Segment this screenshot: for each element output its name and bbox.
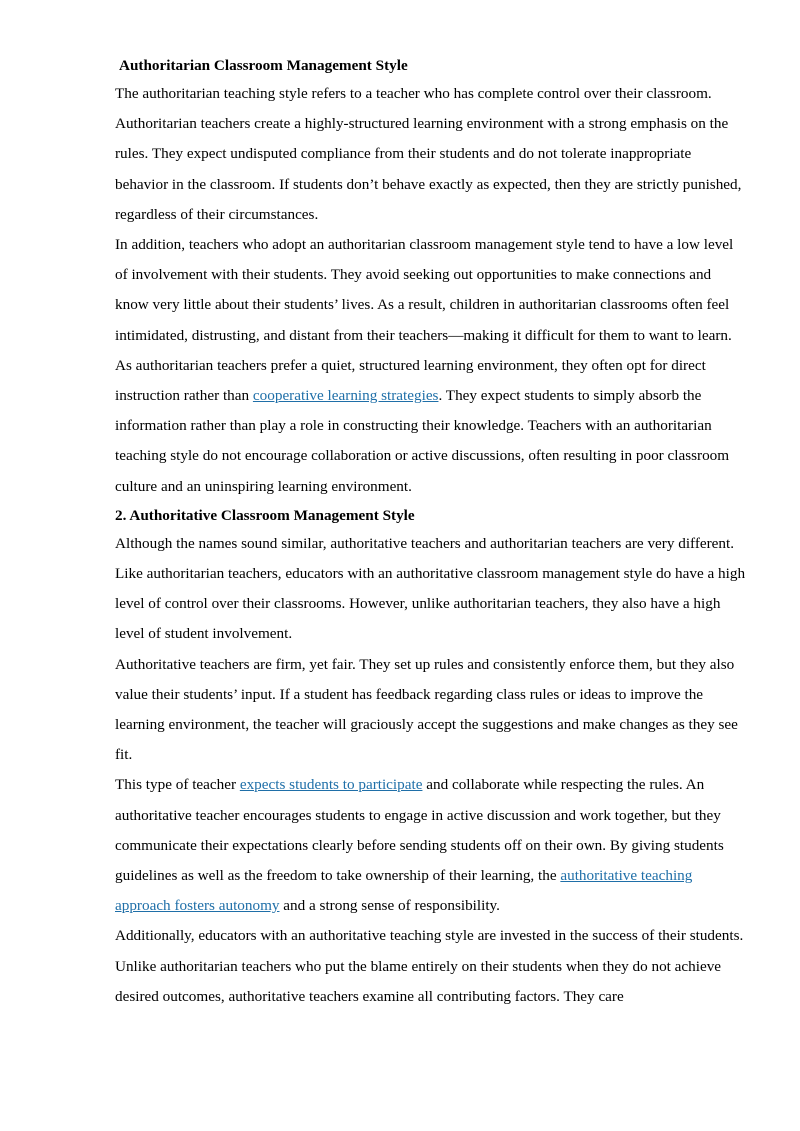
- section-heading-authoritarian: Authoritarian Classroom Management Style: [119, 57, 408, 74]
- paragraph-with-link: [115, 351, 747, 502]
- paragraph-text: As authoritarian teachers prefer a quiet, structured learning environment, they often opt for direct instruction rather than: [115, 356, 706, 405]
- expects-students-link[interactable]: expects students to participate: [239, 776, 423, 794]
- paragraph-text: . They expect students to simply absorb the information rather than play a role in constructing their knowledge. Teachers with an authoritarian teaching style do not encourage collaboration or active discussions, often resulting in poor classroom culture and an uninspiring learning environment.: [115, 387, 730, 495]
- authoritative-approach-link[interactable]: authoritative teaching approach fosters autonomy: [115, 867, 693, 915]
- paragraph: In addition, teachers who adopt an authoritarian classroom management style tend to have a low level of involvement with their students. They avoid seeking out opportunities to make connections and know very little about their students’ lives. As a result, children in authoritarian classrooms often feel intimidated, distrusting, and distant from their teachers—making it difficult for them to want to learn.: [115, 236, 734, 344]
- paragraph: Although the names sound similar, authoritative teachers and authoritarian teachers are very different. Like authoritarian teachers, educators with an authoritative classroom management style do have a high level of control over their classrooms. However, unlike authoritarian teachers, they also have a high level of student involvement.: [115, 534, 746, 643]
- document-page: [115, 52, 747, 1012]
- paragraph-text: and a strong sense of responsibility.: [279, 897, 500, 915]
- paragraph: The authoritarian teaching style refers to a teacher who has complete control over their classroom. Authoritarian teachers create a highly-structured learning environment with a strong emphasis on the rules. They expect undisputed compliance from their students and do not tolerate inappropriate behavior in the classroom. If students don’t behave exactly as expected, then they are strictly punished, regardless of their circumstances.: [115, 85, 742, 223]
- paragraph: Additionally, educators with an authoritative teaching style are invested in the success of their students. Unlike authoritarian teachers who put the blame entirely on their students when they do not achieve desired outcomes, authoritative teachers examine all contributing factors. They care: [115, 927, 744, 1005]
- paragraph-text: and collaborate while respecting the rules. An authoritative teacher encourages students to engage in active discussion and work together, but they communicate their expectations clearly before sending students off on their own. By giving students guidelines as well as the freedom to take ownership of their learning, the: [115, 776, 724, 885]
- paragraph-text: This type of teacher: [115, 776, 240, 794]
- section-heading-authoritative: 2. Authoritative Classroom Management Style: [115, 506, 415, 524]
- cooperative-learning-link[interactable]: cooperative learning strategies: [252, 387, 439, 405]
- paragraph-with-links: [115, 770, 747, 921]
- paragraph: Authoritative teachers are firm, yet fair. They set up rules and consistently enforce them, but they also value their students’ input. If a student has feedback regarding class rules or ideas to improve the learning environment, the teacher will graciously accept the suggestions and make changes as they see fit.: [115, 655, 738, 764]
